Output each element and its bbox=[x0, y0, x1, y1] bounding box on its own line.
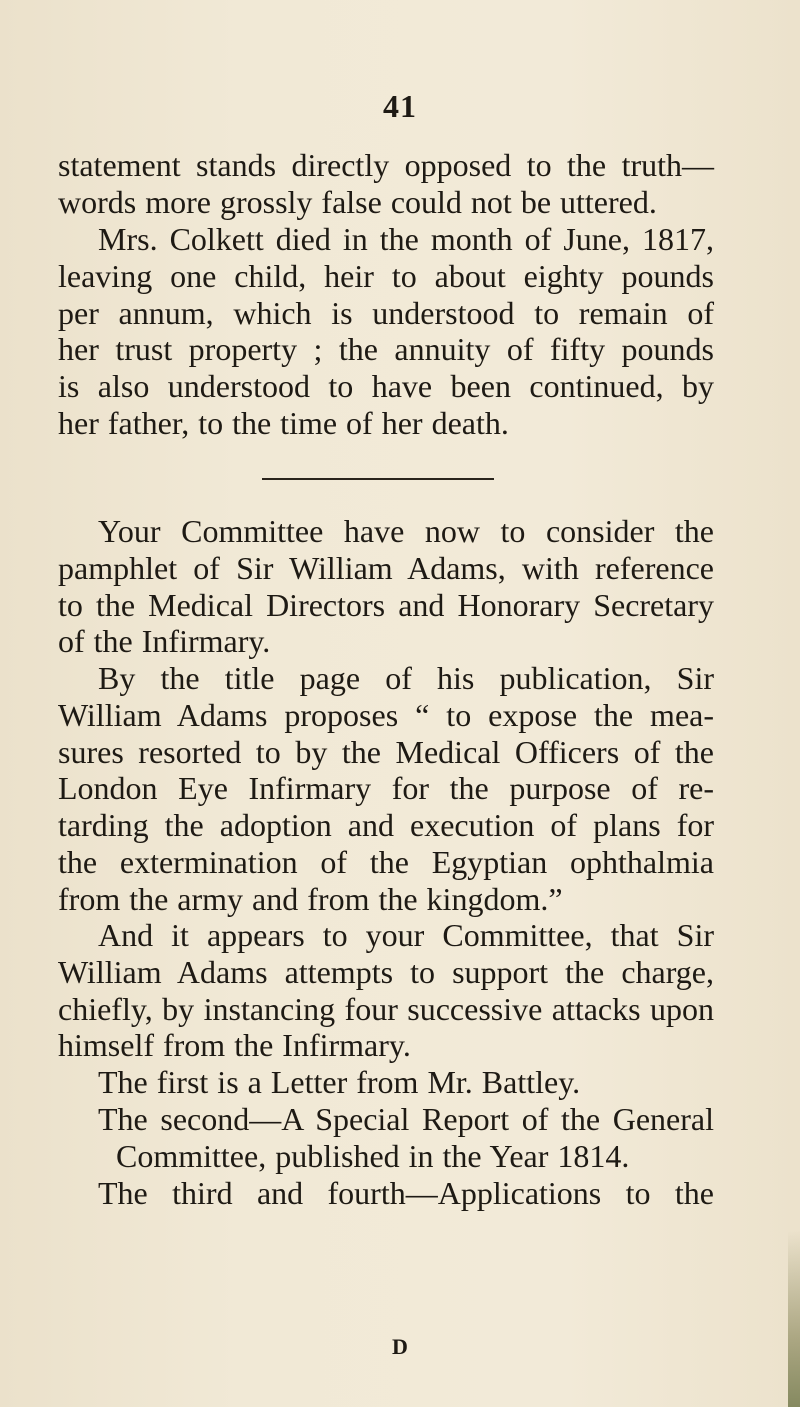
text-line: tarding the adoption and execution of plans for bbox=[58, 807, 714, 844]
text-line: Mrs. Colkett died in the month of June, 1817, bbox=[98, 221, 714, 257]
paragraph-title-page bbox=[58, 660, 714, 918]
list-item-third bbox=[58, 1175, 714, 1212]
text-line: the extermination of the Egyptian ophthalmia bbox=[58, 843, 714, 880]
text-line: himself from the Infirmary. bbox=[58, 1027, 411, 1064]
text-line: pamphlet of Sir William Adams, with reference bbox=[58, 549, 714, 586]
list-item-first bbox=[58, 1064, 714, 1101]
text-line: her trust property ; the annuity of fifty pounds bbox=[58, 331, 714, 368]
signature-mark: D bbox=[392, 1334, 408, 1359]
text-line: her father, to the time of her death. bbox=[58, 404, 509, 441]
text-line: The third and fourth—Applications to the bbox=[98, 1175, 714, 1211]
text-line: sures resorted to by the Medical Officers of the bbox=[58, 733, 714, 770]
paragraph-colkett bbox=[58, 221, 714, 442]
text-line: of the Infirmary. bbox=[58, 623, 271, 660]
text-line: Committee, published in the Year 1814. bbox=[116, 1137, 630, 1174]
text-line: William Adams attempts to support the charge, bbox=[58, 953, 714, 990]
text-line: to the Medical Directors and Honorary Secretary bbox=[58, 586, 714, 623]
text-line: William Adams proposes “ to expose the mea- bbox=[58, 696, 714, 733]
text-line: By the title page of his publication, Sir bbox=[98, 660, 714, 696]
text-line: The second—A Special Report of the General bbox=[98, 1101, 714, 1137]
text-line: is also understood to have been continued, by bbox=[58, 368, 714, 405]
text-line: statement stands directly opposed to the truth— bbox=[58, 147, 714, 183]
text-line: chiefly, by instancing four successive attacks upon bbox=[58, 990, 714, 1027]
text-line: And it appears to your Committee, that Sir bbox=[98, 917, 714, 953]
paragraph-committee bbox=[58, 513, 714, 660]
text-line: per annum, which is understood to remain of bbox=[58, 294, 714, 331]
paragraph-attacks bbox=[58, 917, 714, 1064]
page-edge-shadow bbox=[788, 1230, 800, 1407]
paragraph-continuation bbox=[58, 147, 714, 221]
text-line: The first is a Letter from Mr. Battley. bbox=[98, 1064, 581, 1100]
text-line: leaving one child, heir to about eighty pounds bbox=[58, 257, 714, 294]
text-line: London Eye Infirmary for the purpose of re- bbox=[58, 770, 714, 807]
text-line: Your Committee have now to consider the bbox=[98, 513, 714, 549]
section-divider bbox=[262, 478, 494, 480]
text-line: words more grossly false could not be uttered. bbox=[58, 183, 657, 220]
list-item-second bbox=[58, 1101, 714, 1175]
page-number: 41 bbox=[383, 88, 417, 124]
text-line: from the army and from the kingdom.” bbox=[58, 880, 563, 917]
